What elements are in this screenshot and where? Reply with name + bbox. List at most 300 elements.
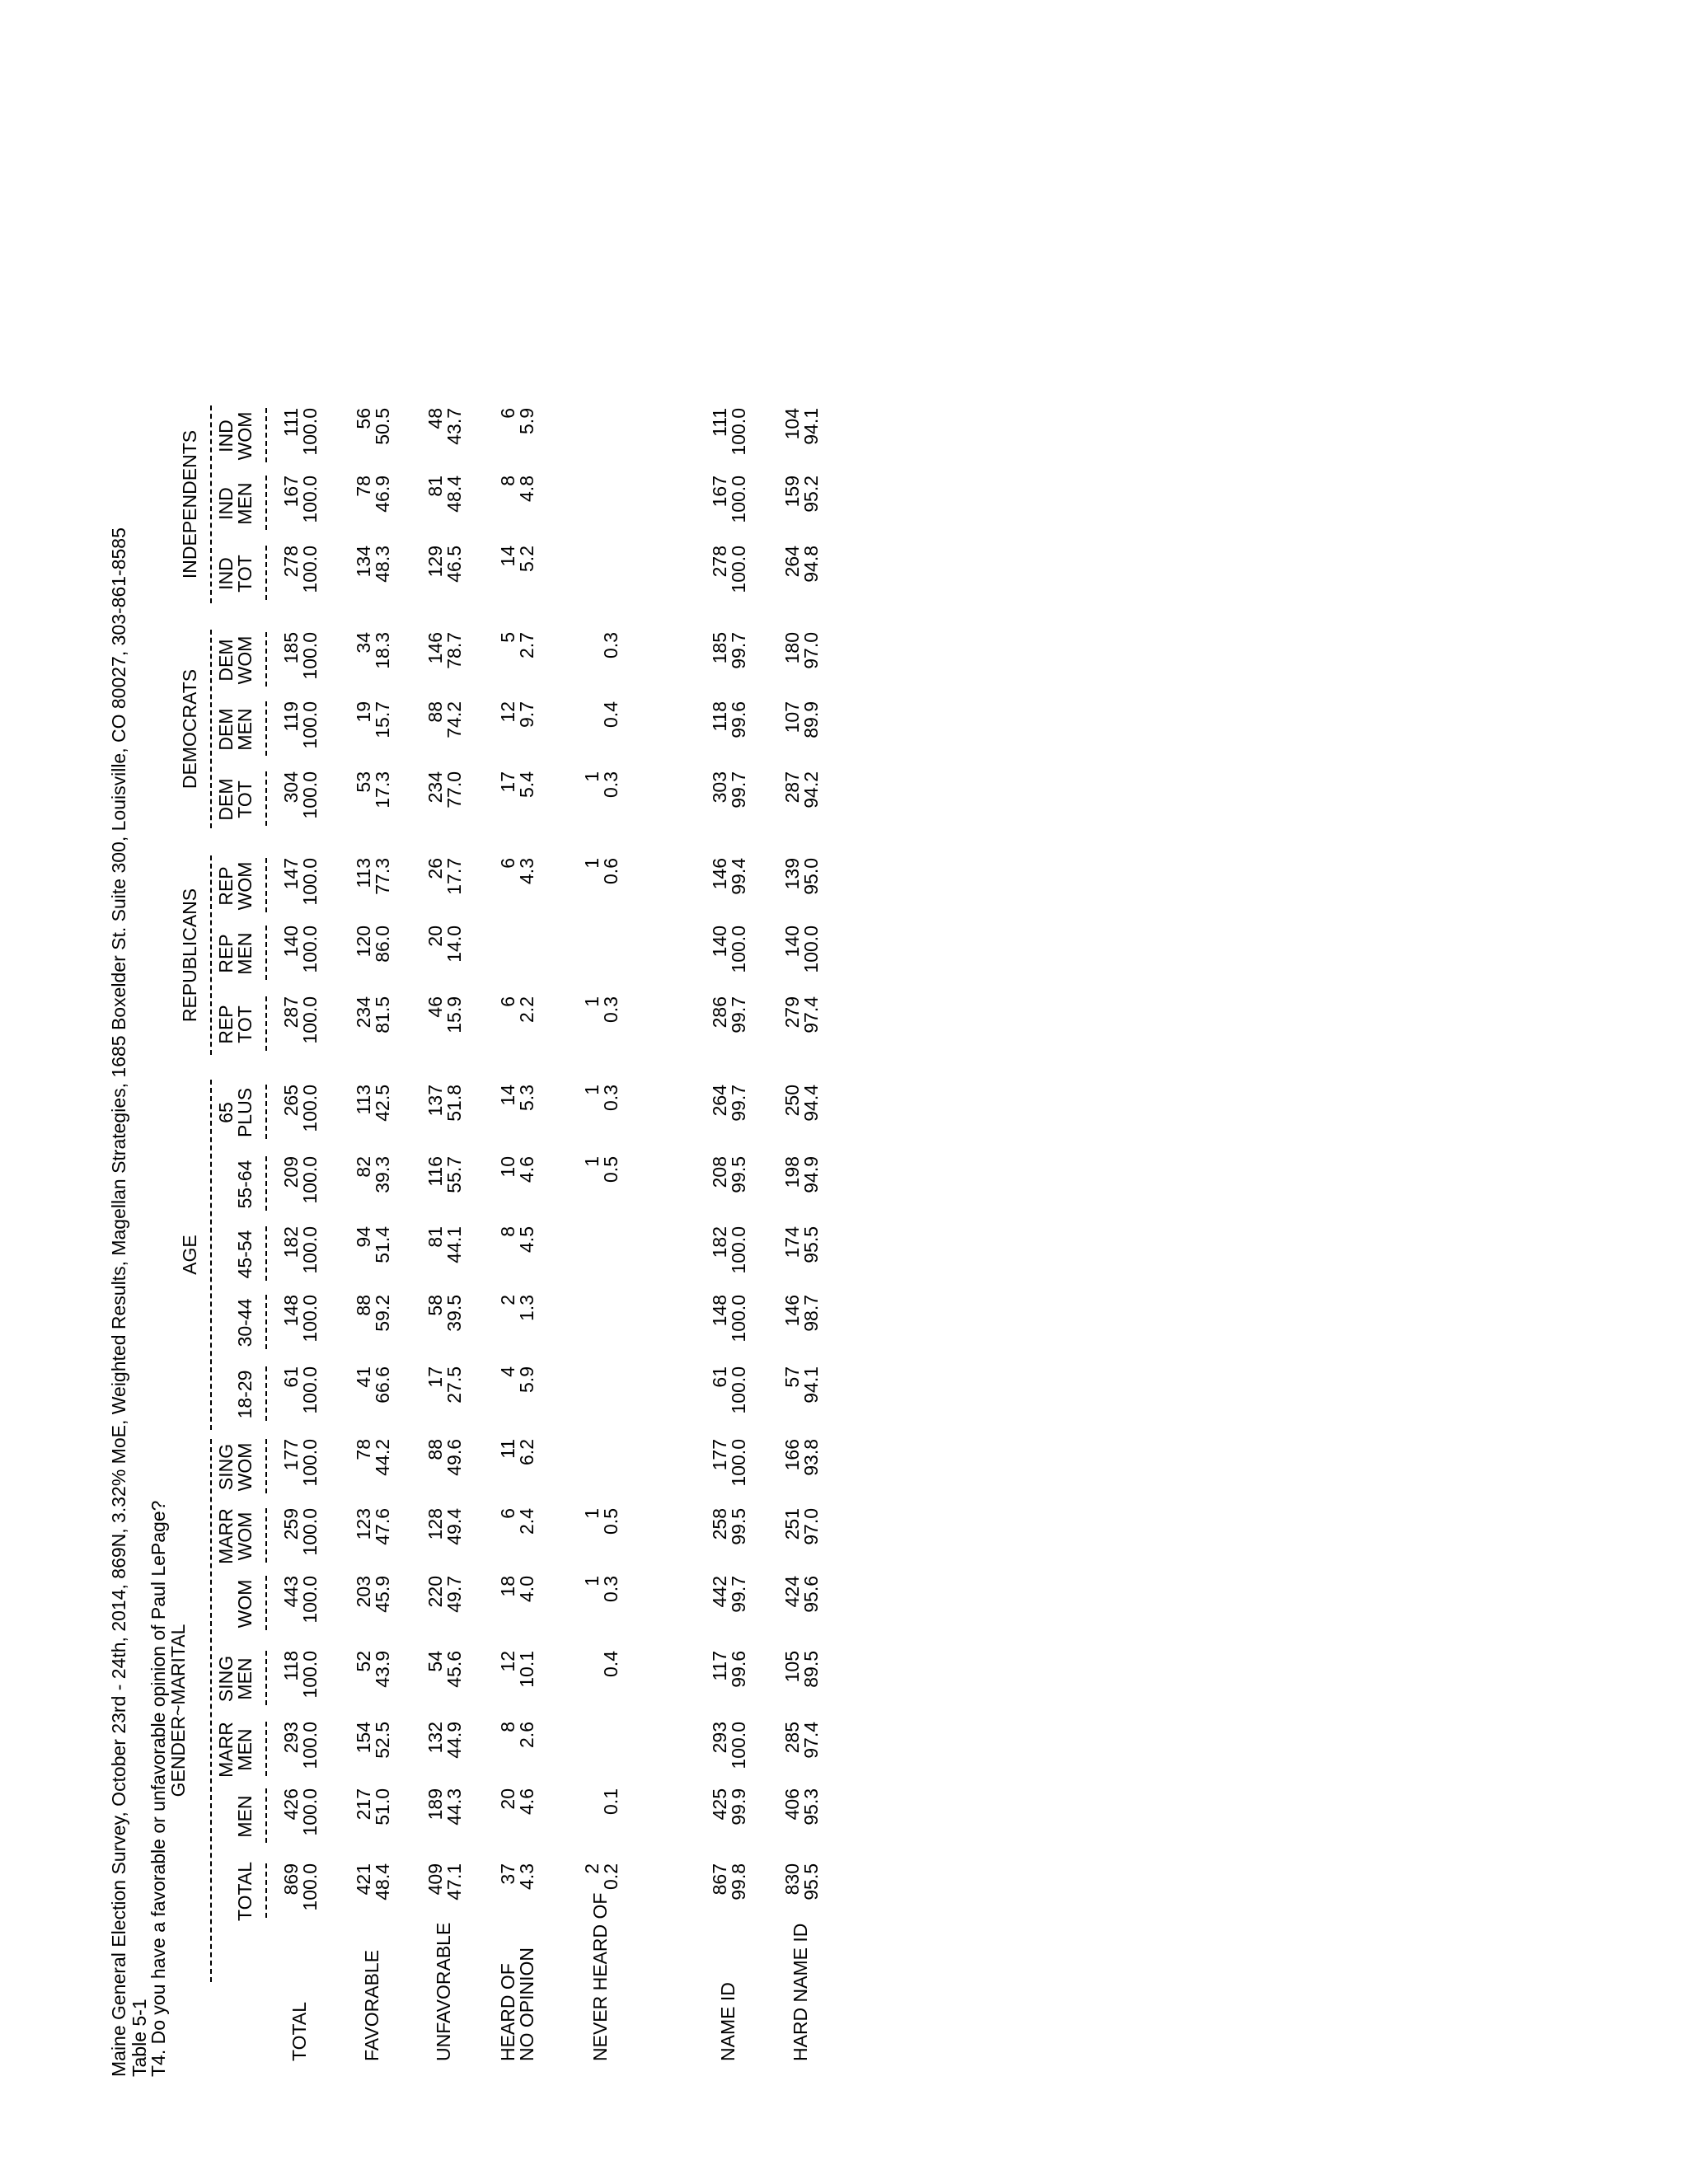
count-cell: 61 — [280, 1366, 302, 1388]
column-header: IND — [215, 487, 237, 520]
count-cell: 286 — [709, 996, 730, 1029]
column-header-rule — [265, 771, 267, 826]
column-header: TOT — [234, 780, 256, 818]
percent-cell: 94.4 — [800, 1085, 822, 1122]
count-cell: 304 — [280, 771, 302, 804]
count-cell: 220 — [424, 1576, 446, 1608]
column-header-rule — [265, 476, 267, 530]
column-header-rule — [265, 1366, 267, 1421]
percent-cell: 4.6 — [516, 1788, 537, 1815]
count-cell: 287 — [781, 771, 803, 804]
count-cell: 1 — [581, 996, 603, 1007]
count-cell: 113 — [353, 1085, 374, 1115]
count-cell: 154 — [353, 1722, 374, 1754]
count-cell: 116 — [424, 1156, 446, 1187]
column-header: REP — [215, 866, 237, 906]
count-cell: 78 — [353, 1439, 374, 1460]
column-header: 65 — [215, 1102, 237, 1123]
group-republicans-rule — [210, 855, 212, 1055]
percent-cell: 100.0 — [299, 408, 321, 456]
count-cell: 119 — [280, 701, 302, 732]
count-cell: 265 — [280, 1085, 302, 1117]
column-header: MARR — [215, 1508, 237, 1564]
percent-cell: 48.4 — [443, 476, 465, 513]
column-header: WOM — [234, 1579, 256, 1629]
percent-cell: 45.9 — [372, 1576, 393, 1613]
percent-cell: 2.6 — [516, 1722, 537, 1748]
count-cell: 1 — [581, 771, 603, 782]
percent-cell: 78.7 — [443, 632, 465, 669]
percent-cell: 100.0 — [728, 1295, 749, 1343]
column-header: WOM — [234, 1442, 256, 1492]
percent-cell: 15.9 — [443, 996, 465, 1033]
percent-cell: 0.3 — [600, 632, 621, 658]
count-cell: 5 — [497, 632, 518, 643]
percent-cell: 100.0 — [728, 476, 749, 523]
count-cell: 82 — [353, 1156, 374, 1178]
column-header: TOT — [234, 1005, 256, 1043]
column-header-rule — [265, 701, 267, 756]
column-header: DEM — [215, 639, 237, 682]
count-cell: 285 — [781, 1722, 803, 1754]
percent-cell: 94.8 — [800, 546, 822, 583]
percent-cell: 4.0 — [516, 1576, 537, 1602]
count-cell: 167 — [709, 476, 730, 508]
count-cell: 2 — [581, 1863, 603, 1874]
count-cell: 426 — [280, 1788, 302, 1821]
column-header-rule — [265, 1085, 267, 1139]
percent-cell: 77.0 — [443, 771, 465, 808]
percent-cell: 99.7 — [728, 1576, 749, 1613]
column-header: IND — [215, 557, 237, 590]
column-header: WOM — [234, 411, 256, 461]
percent-cell: 0.3 — [600, 1085, 621, 1111]
report-title: Maine General Election Survey, October 23rd - 24th, 2014, 869N, 3.32% MoE, Weighted Results, Magellan Strategies, 1685 Boxelder St. Suite 300, Louisville, CO 80027, 303-861-8585 — [108, 527, 129, 2077]
percent-cell: 100.0 — [299, 771, 321, 819]
percent-cell: 39.5 — [443, 1295, 465, 1332]
percent-cell: 0.3 — [600, 996, 621, 1023]
percent-cell: 18.3 — [372, 632, 393, 669]
percent-cell: 100.0 — [299, 858, 321, 906]
count-cell: 258 — [709, 1508, 730, 1540]
count-cell: 129 — [424, 546, 446, 578]
percent-cell: 100.0 — [299, 1788, 321, 1836]
percent-cell: 47.6 — [372, 1508, 393, 1545]
percent-cell: 48.3 — [372, 546, 393, 583]
percent-cell: 55.7 — [443, 1156, 465, 1193]
count-cell: 1 — [581, 1576, 603, 1586]
percent-cell: 47.1 — [443, 1863, 465, 1900]
count-cell: 443 — [280, 1576, 302, 1608]
count-cell: 48 — [424, 408, 446, 429]
count-cell: 17 — [424, 1366, 446, 1388]
percent-cell: 99.6 — [728, 701, 749, 738]
count-cell: 189 — [424, 1788, 446, 1821]
percent-cell: 95.5 — [800, 1226, 822, 1263]
column-header-rule — [265, 1295, 267, 1349]
group-democrats-rule — [210, 630, 212, 828]
count-cell: 118 — [709, 701, 730, 732]
group-gender-marital-label: GENDER~MARITAL — [167, 1624, 189, 1797]
count-cell: 111 — [280, 408, 302, 437]
count-cell: 425 — [709, 1788, 730, 1821]
percent-cell: 43.9 — [372, 1651, 393, 1688]
count-cell: 6 — [497, 408, 518, 419]
percent-cell: 46.9 — [372, 476, 393, 513]
count-cell: 117 — [709, 1651, 730, 1681]
count-cell: 208 — [709, 1156, 730, 1188]
count-cell: 111 — [709, 408, 730, 437]
count-cell: 41 — [353, 1366, 374, 1388]
percent-cell: 99.6 — [728, 1651, 749, 1688]
count-cell: 167 — [280, 476, 302, 508]
count-cell: 234 — [424, 771, 446, 804]
percent-cell: 100.0 — [299, 632, 321, 680]
percent-cell: 4.3 — [516, 858, 537, 884]
row-total-label: TOTAL — [288, 2002, 310, 2061]
percent-cell: 49.4 — [443, 1508, 465, 1545]
percent-cell: 5.2 — [516, 546, 537, 572]
percent-cell: 100.0 — [728, 926, 749, 973]
percent-cell: 4.3 — [516, 1863, 537, 1890]
count-cell: 17 — [497, 771, 518, 793]
percent-cell: 100.0 — [299, 1863, 321, 1911]
count-cell: 94 — [353, 1226, 374, 1248]
column-header-rule — [265, 632, 267, 687]
row-hard-name-id-label: HARD NAME ID — [790, 1923, 811, 2061]
count-cell: 264 — [781, 546, 803, 578]
column-header: REP — [215, 934, 237, 973]
count-cell: 1 — [581, 1156, 603, 1167]
count-cell: 107 — [781, 701, 803, 733]
count-cell: 37 — [497, 1863, 518, 1885]
count-cell: 147 — [280, 858, 302, 890]
percent-cell: 39.3 — [372, 1156, 393, 1193]
percent-cell: 89.5 — [800, 1651, 822, 1688]
percent-cell: 6.2 — [516, 1439, 537, 1465]
percent-cell: 81.5 — [372, 996, 393, 1033]
column-header: TOTAL — [234, 1862, 256, 1921]
percent-cell: 4.5 — [516, 1226, 537, 1253]
count-cell: 830 — [781, 1863, 803, 1896]
count-cell: 867 — [709, 1863, 730, 1896]
count-cell: 12 — [497, 701, 518, 723]
count-cell: 56 — [353, 408, 374, 429]
percent-cell: 0.5 — [600, 1508, 621, 1535]
column-header: IND — [215, 419, 237, 452]
column-header-rule — [265, 926, 267, 980]
count-cell: 869 — [280, 1863, 302, 1896]
percent-cell: 100.0 — [299, 1085, 321, 1132]
percent-cell: 99.8 — [728, 1863, 749, 1900]
percent-cell: 51.4 — [372, 1226, 393, 1263]
count-cell: 81 — [424, 1226, 446, 1248]
percent-cell: 100.0 — [299, 1651, 321, 1699]
count-cell: 287 — [280, 996, 302, 1029]
percent-cell: 93.8 — [800, 1439, 822, 1476]
count-cell: 251 — [781, 1508, 803, 1540]
column-header: WOM — [234, 635, 256, 685]
percent-cell: 59.2 — [372, 1295, 393, 1332]
column-header: 45-54 — [234, 1230, 256, 1279]
row-heard-of-no-opinion-label: NO OPINION — [516, 1947, 537, 2061]
percent-cell: 5.9 — [516, 1366, 537, 1393]
count-cell: 132 — [424, 1722, 446, 1754]
percent-cell: 100.0 — [299, 476, 321, 523]
percent-cell: 43.7 — [443, 408, 465, 445]
column-header: MEN — [234, 708, 256, 751]
count-cell: 442 — [709, 1576, 730, 1608]
row-unfavorable-label: UNFAVORABLE — [433, 1922, 454, 2061]
count-cell: 53 — [353, 771, 374, 793]
percent-cell: 5.4 — [516, 771, 537, 798]
count-cell: 54 — [424, 1651, 446, 1672]
percent-cell: 42.5 — [372, 1085, 393, 1122]
percent-cell: 0.6 — [600, 858, 621, 884]
percent-cell: 0.4 — [600, 1651, 621, 1677]
count-cell: 198 — [781, 1156, 803, 1188]
row-favorable-label: FAVORABLE — [361, 1949, 382, 2061]
column-header: WOM — [234, 861, 256, 911]
column-header: MEN — [234, 1795, 256, 1838]
percent-cell: 100.0 — [299, 1439, 321, 1487]
count-cell: 278 — [709, 546, 730, 578]
count-cell: 182 — [280, 1226, 302, 1258]
percent-cell: 94.9 — [800, 1156, 822, 1193]
column-header: SING — [215, 1655, 237, 1703]
percent-cell: 99.5 — [728, 1508, 749, 1545]
percent-cell: 100.0 — [299, 1156, 321, 1204]
percent-cell: 95.6 — [800, 1576, 822, 1613]
column-header-rule — [265, 1508, 267, 1563]
column-header: 30-44 — [234, 1298, 256, 1347]
count-cell: 140 — [781, 926, 803, 958]
count-cell: 140 — [709, 926, 730, 958]
count-cell: 6 — [497, 1508, 518, 1519]
column-header-rule — [265, 1439, 267, 1493]
percent-cell: 4.6 — [516, 1156, 537, 1183]
count-cell: 105 — [781, 1651, 803, 1683]
count-cell: 2 — [497, 1295, 518, 1305]
percent-cell: 52.5 — [372, 1722, 393, 1759]
count-cell: 8 — [497, 1722, 518, 1732]
percent-cell: 66.6 — [372, 1366, 393, 1404]
percent-cell: 0.3 — [600, 771, 621, 798]
group-age-rule — [210, 1080, 212, 1430]
count-cell: 18 — [497, 1576, 518, 1597]
percent-cell: 100.0 — [299, 546, 321, 593]
column-header: MEN — [234, 482, 256, 525]
count-cell: 81 — [424, 476, 446, 497]
column-header: DEM — [215, 778, 237, 821]
percent-cell: 95.5 — [800, 1863, 822, 1900]
percent-cell: 9.7 — [516, 701, 537, 728]
count-cell: 104 — [781, 408, 803, 440]
column-header-rule — [265, 546, 267, 600]
count-cell: 1 — [581, 1085, 603, 1095]
count-cell: 123 — [353, 1508, 374, 1540]
column-header: DEM — [215, 708, 237, 751]
percent-cell: 1.3 — [516, 1295, 537, 1321]
group-republicans-label: REPUBLICANS — [179, 888, 200, 1023]
count-cell: 409 — [424, 1863, 446, 1896]
percent-cell: 51.8 — [443, 1085, 465, 1122]
count-cell: 203 — [353, 1576, 374, 1608]
percent-cell: 99.7 — [728, 771, 749, 808]
percent-cell: 100.0 — [728, 408, 749, 456]
percent-cell: 44.9 — [443, 1722, 465, 1759]
percent-cell: 17.3 — [372, 771, 393, 808]
count-cell: 177 — [709, 1439, 730, 1471]
row-never-heard-of-label: NEVER HEARD OF — [589, 1892, 611, 2061]
count-cell: 46 — [424, 996, 446, 1018]
count-cell: 146 — [709, 858, 730, 890]
percent-cell: 97.4 — [800, 1722, 822, 1759]
percent-cell: 99.5 — [728, 1156, 749, 1193]
column-header-rule — [265, 996, 267, 1051]
percent-cell: 95.2 — [800, 476, 822, 513]
count-cell: 14 — [497, 1085, 518, 1106]
percent-cell: 49.6 — [443, 1439, 465, 1476]
count-cell: 120 — [353, 926, 374, 958]
percent-cell: 100.0 — [728, 1226, 749, 1274]
count-cell: 61 — [709, 1366, 730, 1388]
count-cell: 78 — [353, 476, 374, 497]
count-cell: 424 — [781, 1576, 803, 1608]
count-cell: 8 — [497, 476, 518, 486]
percent-cell: 100.0 — [299, 1366, 321, 1414]
count-cell: 128 — [424, 1508, 446, 1540]
percent-cell: 86.0 — [372, 926, 393, 963]
column-header-rule — [265, 1788, 267, 1843]
count-cell: 303 — [709, 771, 730, 804]
count-cell: 146 — [424, 632, 446, 664]
percent-cell: 100.0 — [299, 926, 321, 973]
percent-cell: 50.5 — [372, 408, 393, 445]
count-cell: 180 — [781, 632, 803, 664]
count-cell: 177 — [280, 1439, 302, 1471]
percent-cell: 100.0 — [299, 1508, 321, 1556]
column-header-rule — [265, 1156, 267, 1211]
count-cell: 134 — [353, 546, 374, 578]
count-cell: 250 — [781, 1085, 803, 1117]
percent-cell: 5.9 — [516, 408, 537, 434]
count-cell: 88 — [424, 701, 446, 723]
percent-cell: 44.2 — [372, 1439, 393, 1476]
percent-cell: 45.6 — [443, 1651, 465, 1688]
percent-cell: 100.0 — [299, 996, 321, 1044]
percent-cell: 17.7 — [443, 858, 465, 895]
percent-cell: 74.2 — [443, 701, 465, 738]
count-cell: 140 — [280, 926, 302, 958]
column-header: MARR — [215, 1722, 237, 1778]
percent-cell: 44.3 — [443, 1788, 465, 1825]
percent-cell: 0.3 — [600, 1576, 621, 1602]
column-header: SING — [215, 1443, 237, 1491]
percent-cell: 2.4 — [516, 1508, 537, 1535]
row-heard-of-no-opinion-label: HEARD OF — [497, 1963, 518, 2061]
percent-cell: 97.0 — [800, 632, 822, 669]
percent-cell: 15.7 — [372, 701, 393, 738]
count-cell: 166 — [781, 1439, 803, 1471]
percent-cell: 100.0 — [299, 1226, 321, 1274]
group-age-label: AGE — [179, 1235, 200, 1275]
percent-cell: 97.4 — [800, 996, 822, 1033]
count-cell: 264 — [709, 1085, 730, 1117]
column-header: 18-29 — [234, 1370, 256, 1419]
count-cell: 234 — [353, 996, 374, 1029]
question-text: T4. Do you have a favorable or unfavorable opinion of Paul LePage? — [148, 1500, 169, 2077]
percent-cell: 27.5 — [443, 1366, 465, 1404]
count-cell: 139 — [781, 858, 803, 890]
percent-cell: 0.2 — [600, 1863, 621, 1890]
percent-cell: 46.5 — [443, 546, 465, 583]
column-header-rule — [265, 1226, 267, 1281]
percent-cell: 100.0 — [299, 701, 321, 749]
percent-cell: 100.0 — [299, 1576, 321, 1624]
count-cell: 1 — [581, 1508, 603, 1519]
count-cell: 148 — [709, 1295, 730, 1327]
percent-cell: 44.1 — [443, 1226, 465, 1263]
count-cell: 11 — [497, 1439, 518, 1459]
count-cell: 88 — [353, 1295, 374, 1316]
count-cell: 185 — [280, 632, 302, 664]
count-cell: 88 — [424, 1439, 446, 1460]
column-header: MEN — [234, 1728, 256, 1771]
count-cell: 159 — [781, 476, 803, 508]
count-cell: 278 — [280, 546, 302, 578]
percent-cell: 49.7 — [443, 1576, 465, 1613]
count-cell: 421 — [353, 1863, 374, 1896]
percent-cell: 5.3 — [516, 1085, 537, 1111]
count-cell: 20 — [424, 926, 446, 947]
percent-cell: 94.1 — [800, 1366, 822, 1404]
count-cell: 118 — [280, 1651, 302, 1681]
count-cell: 293 — [280, 1722, 302, 1754]
count-cell: 293 — [709, 1722, 730, 1754]
count-cell: 148 — [280, 1295, 302, 1327]
percent-cell: 48.4 — [372, 1863, 393, 1900]
percent-cell: 95.3 — [800, 1788, 822, 1825]
count-cell: 57 — [781, 1366, 803, 1388]
percent-cell: 2.7 — [516, 632, 537, 658]
count-cell: 113 — [353, 858, 374, 888]
row-name-id-label: NAME ID — [717, 1982, 738, 2061]
count-cell: 259 — [280, 1508, 302, 1540]
count-cell: 6 — [497, 858, 518, 869]
percent-cell: 0.5 — [600, 1156, 621, 1183]
percent-cell: 2.2 — [516, 996, 537, 1023]
count-cell: 1 — [581, 858, 603, 869]
percent-cell: 94.1 — [800, 408, 822, 445]
column-header: TOT — [234, 555, 256, 593]
count-cell: 10 — [497, 1156, 518, 1178]
column-header: REP — [215, 1005, 237, 1044]
percent-cell: 100.0 — [728, 546, 749, 593]
group-democrats-label: DEMOCRATS — [179, 668, 200, 790]
count-cell: 26 — [424, 858, 446, 879]
percent-cell: 99.7 — [728, 632, 749, 669]
percent-cell: 89.9 — [800, 701, 822, 738]
count-cell: 20 — [497, 1788, 518, 1810]
percent-cell: 99.7 — [728, 996, 749, 1033]
percent-cell: 99.7 — [728, 1085, 749, 1122]
count-cell: 52 — [353, 1651, 374, 1672]
count-cell: 406 — [781, 1788, 803, 1821]
column-header: 55-64 — [234, 1160, 256, 1209]
column-header: PLUS — [234, 1087, 256, 1138]
count-cell: 279 — [781, 996, 803, 1029]
